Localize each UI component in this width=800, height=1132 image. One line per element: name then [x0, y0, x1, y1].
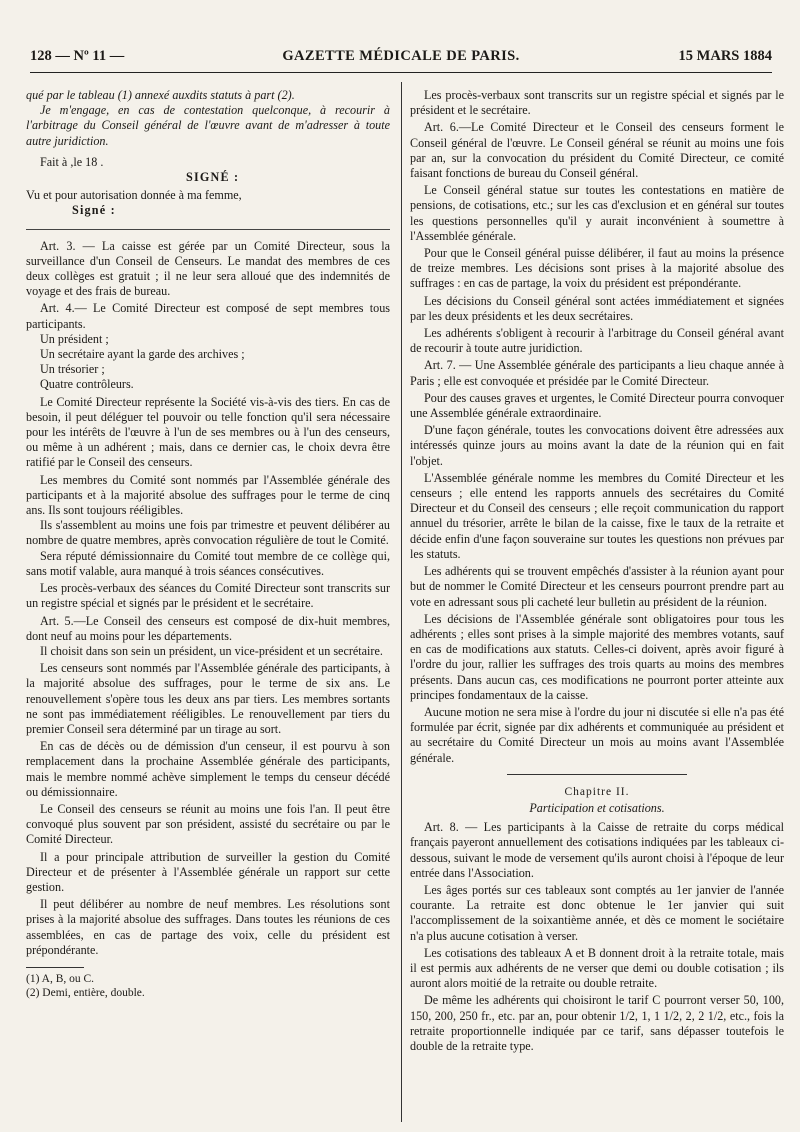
authorization-line: Vu et pour autorisation donnée à ma femme, [26, 188, 242, 203]
paragraph: Sera réputé démissionnaire du Comité tout membre de ce collège qui, sans motif valable, aura manqué à trois séances consécutives. [26, 548, 390, 578]
article-3: Art. 3. — La caisse est gérée par un Comité Directeur, sous la surveillance d'un Conseil de Censeurs. Le mandat des membres de ces deux collèges est gratuit ; il ne leur sera alloué que des indemnités de voyage et des frais de bureau. [26, 238, 390, 299]
paragraph: Les membres du Comité sont nommés par l'Assemblée générale des participants et à la majorité absolue des suffrages pour le terme de cinq ans. Ils sont toujours rééligibles. [26, 472, 390, 518]
list-item: Un trésorier ; [40, 362, 105, 377]
paragraph: Les procès-verbaux des séances du Comité Directeur sont transcrits sur un registre spécial et signés par le président et le secrétaire. [26, 581, 390, 611]
paragraph: D'une façon générale, toutes les convocations doivent être adressées aux intéressés quinze jours au moins avant la date de la réunion qui en fait l'objet. [410, 423, 784, 468]
article-5: Art. 5.—Le Conseil des censeurs est composé de dix-huit membres, dont neuf au moins pour les départements. [26, 613, 390, 643]
paragraph: Pour que le Conseil général puisse délibérer, il faut au moins la présence de treize membres. Les décisions sont prises à la majorité absolue des suffrages : en cas de partage, la voix du président est prépondérante. [410, 246, 784, 291]
paragraph: Aucune motion ne sera mise à l'ordre du jour ni discutée si elle n'a pas été formulée par écrit, signée par dix adhérents et communiquée au président et au secrétaire du Comité Directeur un mois au moins avant l'Assemblée générale. [410, 704, 784, 765]
signature-date-line: Fait à ,le 18 . [40, 154, 104, 169]
page-header [30, 46, 772, 70]
article-4: Art. 4.— Le Comité Directeur est composé de sept membres tous participants. [26, 301, 390, 331]
paragraph: Les âges portés sur ces tableaux sont comptés au 1er janvier de l'année courante. La retraite est donc obtenue le 1er janvier qui suit l'accomplissement de la soixantième année, et dès ce moment le sociétaire n'a plus aucune cotisation à verser. [410, 882, 784, 943]
paragraph: En cas de décès ou de démission d'un censeur, il est pourvu à son remplacement dans la prochaine Assemblée générale des participants, mais le membre nommé achève simplement le temps du censeur décédé ou démissionnaire. [26, 739, 390, 799]
paragraph: L'Assemblée générale nomme les membres du Comité Directeur et les censeurs ; elle entend les rapports annuels des secrétaires du Comité Directeur et du Conseil des censeurs ; elle reçoit communication du rapport annuel du trésorier, arrête le bilan de la caisse, fixe le taux de la retraite et décide enfin d'une façon souveraine sur toutes les questions non prévues par les statuts. [410, 470, 784, 561]
paragraph: Il choisit dans son sein un président, un vice-président et un secrétaire. [40, 643, 383, 658]
list-item: Quatre contrôleurs. [40, 377, 134, 392]
article-7: Art. 7. — Une Assemblée générale des participants a lieu chaque année à Paris ; elle est convoquée et présidée par le Comité Directeur. [410, 358, 784, 388]
chapter-heading: Chapitre II. [564, 785, 630, 798]
paragraph: Ils s'assemblent au moins une fois par trimestre et peuvent délibérer au nombre de quatre membres, après convocation régulière de tout le Comité. [26, 518, 390, 548]
paragraph: Les adhérents qui se trouvent empêchés d'assister à la réunion ayant pour but de nommer le Comité Directeur et les censeurs pourront prendre part au vote en adressant sous pli cacheté leur bulletin au président de la réunion. [410, 564, 784, 609]
column-divider [401, 82, 402, 1122]
paragraph: Le Conseil général statue sur toutes les contestations en matière de pensions, de cotisations, etc.; sur les cas d'exclusion et en général sur toutes les questions personnelles qu'il y aurait inconvénient à soumettre à l'Assemblée générale. [410, 183, 784, 243]
paragraph: Les décisions du Conseil général sont actées immédiatement et signées par les deux présidents et les deux secrétaires. [410, 293, 784, 323]
paragraph: Pour des causes graves et urgentes, le Comité Directeur pourra convoquer une Assemblée générale extraordinaire. [410, 390, 784, 421]
paragraph: Les censeurs sont nommés par l'Assemblée générale des participants, à la majorité absolue des suffrages, pour le terme de six ans. Le renouvellement s'opère tous les deux ans par tiers. Les membres sortants ne sont pas immédiatement rééligibles. Le renouvellement par tiers du premier Conseil sera déterminé par un tirage au sort. [26, 661, 390, 736]
article-8: Art. 8. — Les participants à la Caisse de retraite du corps médical français payeront annuellement des cotisations indiquées par les tableaux ci-dessous, suivant le mode de versement qu'ils auront choisi à l'époque de leur entrée dans l'Association. [410, 820, 784, 880]
signature-label: SIGNÉ : [186, 170, 240, 185]
paragraph: Je m'engage, en cas de contestation quelconque, à recourir à l'arbitrage du Conseil général de l'œuvre avant de m'adresser à toute autre juridiction. [26, 103, 390, 148]
list-item: Un secrétaire ayant la garde des archives ; [40, 347, 245, 362]
right-column [410, 88, 784, 1054]
paragraph: Les procès-verbaux sont transcrits sur un registre spécial et signés par le président et le secrétaire. [410, 88, 784, 118]
paragraph: Les décisions de l'Assemblée générale sont obligatoires pour tous les adhérents ; elles sont prises à la simple majorité des membres votants, sauf en cas de modifications aux statuts. Celles-ci doivent, après avoir figuré à l'ordre du jour, rallier les suffrages des trois quarts au moins des membres présents. Dans aucun cas, ces modifications ne pourront porter atteinte aux principes fondamentaux de la caisse. [410, 611, 784, 702]
list-item: Un président ; [40, 331, 109, 346]
article-6: Art. 6.—Le Comité Directeur et le Conseil des censeurs forment le Conseil général de l'œuvre. Le Conseil général se réunit au moins une fois par an, sur la convocation du président du Comité Directeur, ce comité faisant fonctions de bureau du Conseil général. [410, 120, 784, 181]
paragraph: De même les adhérents qui choisiront le tarif C pourront verser 50, 100, 150, 200, 250 fr., etc. par an, pour obtenir 1/2, 1, 1 1/2, 2, 2 1/2, etc., fois la retraite proportionnelle indiquée par ce tarif, sans dépasser toutefois le double de la retraite type. [410, 993, 784, 1053]
paragraph: Le Conseil des censeurs se réunit au moins une fois l'an. Il peut être convoqué plus souvent par son président, assisté du secrétaire ou par le Comité Directeur. [26, 801, 390, 847]
page-number: 128 — Nº 11 — [30, 48, 125, 64]
footnote: (2) Demi, entière, double. [26, 986, 145, 999]
left-column [26, 88, 390, 1000]
publication-title: GAZETTE MÉDICALE DE PARIS. [282, 48, 520, 64]
paragraph: Il a pour principale attribution de surveiller la gestion du Comité Directeur et de présenter à l'Assemblée générale un rapport sur cette gestion. [26, 849, 390, 894]
header-rule [30, 72, 772, 73]
footnote-rule [26, 967, 84, 968]
issue-date: 15 MARS 1884 [678, 48, 772, 64]
footnote: (1) A, B, ou C. [26, 972, 95, 985]
paragraph: Il peut délibérer au nombre de neuf membres. Les résolutions sont prises à la majorité absolue des suffrages. Dans toutes les réunions de ces assemblées, en cas de partage des voix, celle du président est prépondérante. [26, 897, 390, 957]
chapter-subtitle: Participation et cotisations. [529, 800, 665, 815]
paragraph: Le Comité Directeur représente la Société vis-à-vis des tiers. En cas de besoin, il peut déléguer tel pouvoir ou telle fonction qu'il sera nécessaire pour les intérêts de l'œuvre à l'un de ses membres ou à l'un des censeurs, ou même à un adhérent ; mais, dans ce dernier cas, le choix devra être ratifié par le Conseil des censeurs. [26, 394, 390, 470]
signature-label-2: Signé : [72, 203, 116, 218]
separator-rule [26, 229, 390, 231]
paragraph: qué par le tableau (1) annexé auxdits statuts à part (2). [26, 88, 295, 102]
paragraph: Les adhérents s'obligent à recourir à l'arbitrage du Conseil général avant de recourir à toute autre juridiction. [410, 326, 784, 356]
paragraph: Les cotisations des tableaux A et B donnent droit à la retraite totale, mais il est permis aux adhérents de ne verser que demi ou double cotisation ; ils auront alors moitié de la retraite ou double retraite. [410, 945, 784, 991]
section-rule [507, 774, 687, 775]
